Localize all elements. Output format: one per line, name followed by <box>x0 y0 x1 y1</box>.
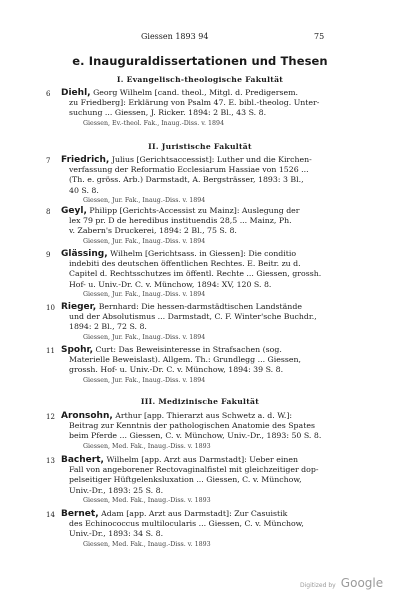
entry-line: Fall von angeborener Rectovaginalfistel mit gleichzeitiger dop- <box>69 465 319 475</box>
entry-line: Adam [app. Arzt aus Darmstadt]: Zur Casuistik <box>101 509 288 518</box>
entry-author: Aronsohn, <box>61 411 113 421</box>
entry-line: indebiti des deutschen öffentlichen Rechtes. E. Beitr. zu d. <box>69 259 301 269</box>
entry-line: beim Pferde ... Giessen, C. v. Münchow, Univ.-Dr., 1893: 50 S. 8. <box>69 431 322 441</box>
entry-line: zu Friedberg]: Erklärung von Psalm 47. E. bibl.-theolog. Unter- <box>69 98 320 108</box>
entry-line: Philipp [Gerichts-Accessist zu Mainz]: Auslegung der <box>89 206 300 215</box>
entry-line: Materielle Beweislast). Allgem. Th.: Grundlegg ... Giessen, <box>69 355 301 365</box>
entry-author: Friedrich, <box>61 155 110 165</box>
page-number: 75 <box>314 32 325 41</box>
entry-line: pelseitiger Hüftgelenksluxation ... Giessen, C. v. Münchow, <box>69 475 302 485</box>
entry-line: Capitel d. Rechtsschutzes im öffentl. Rechte ... Giessen, grossh. <box>69 269 322 279</box>
entry-note: Giessen, Jur. Fak., Inaug.-Diss. v. 1894 <box>83 196 206 204</box>
entry-line: verfassung der Reformatio Ecclesiarum Hassiae von 1526 ... <box>69 165 309 175</box>
entry-number: 12 <box>46 413 55 421</box>
entry-number: 13 <box>46 457 55 465</box>
entry-line: Hof- u. Univ.-Dr. C. v. Münchow, 1894: XV, 120 S. 8. <box>69 279 272 289</box>
entry-line: Wilhelm [app. Arzt aus Darmstadt]: Ueber einen <box>106 455 298 464</box>
entry-line: Univ.-Dr., 1893: 25 S. 8. <box>69 485 164 495</box>
entry-author: Glässing, <box>61 249 108 259</box>
entry-line: suchung ... Giessen, J. Ricker. 1894: 2 Bl., 43 S. 8. <box>69 108 267 118</box>
entry-line: Bernhard: Die hessen-darmstädtischen Landstände <box>98 302 302 311</box>
entry-note: Giessen, Med. Fak., Inaug.-Diss. v. 1893 <box>83 540 211 548</box>
entry-author: Spohr, <box>61 345 94 355</box>
entry-number: 9 <box>46 251 51 259</box>
page-title: e. Inauguraldissertationen und Thesen <box>72 54 328 68</box>
entry-line: Arthur [app. Thierarzt aus Schwetz a. d. W.]: <box>115 411 293 420</box>
running-header-title: Giessen 1893 94 <box>141 32 209 41</box>
entry-author: Bernet, <box>61 509 99 519</box>
entry-author: Bachert, <box>61 455 104 465</box>
running-header <box>0 32 400 46</box>
entry-line: lex 79 pr. D de heredibus instituendis 28,5 ... Mainz, Ph. <box>69 216 292 226</box>
entry-line: v. Zabern's Druckerei, 1894: 2 Bl., 75 S. 8. <box>69 226 237 236</box>
watermark-brand: Google <box>340 576 384 590</box>
entry-line: des Echinococcus multilocularis ... Giessen, C. v. Münchow, <box>69 519 304 529</box>
watermark-prefix: Digitized by <box>300 582 336 589</box>
section-heading-medicine: III. Medizinische Fakultät <box>140 397 260 406</box>
entry-line: Univ.-Dr., 1893: 34 S. 8. <box>69 529 164 539</box>
entry-line: 1894: 2 Bl., 72 S. 8. <box>69 322 147 332</box>
google-watermark <box>300 572 383 591</box>
entry-line: (Th. e. gröss. Arb.) Darmstadt, A. Bergsträsser, 1893: 3 Bl., <box>69 175 304 185</box>
entry-number: 6 <box>46 90 51 98</box>
entry-note: Giessen, Jur. Fak., Inaug.-Diss. v. 1894 <box>83 333 206 341</box>
entry-author: Geyl, <box>61 206 87 216</box>
entry-line: grossh. Hof- u. Univ.-Dr. C. v. Münchow, 1894: 39 S. 8. <box>69 365 284 375</box>
entry-line: Julius [Gerichtsaccessist]: Luther und die Kirchen- <box>111 155 312 164</box>
entry-line: Curt: Das Beweisinteresse in Strafsachen (sog. <box>95 345 282 354</box>
entry-line: Wilhelm [Gerichtsass. in Giessen]: Die conditio <box>110 249 297 258</box>
entry-number: 14 <box>46 511 55 519</box>
entry-note: Giessen, Jur. Fak., Inaug.-Diss. v. 1894 <box>83 376 206 384</box>
section-heading-theology: I. Evangelisch-theologische Fakultät <box>116 75 284 84</box>
entry-note: Giessen, Ev.-theol. Fak., Inaug.-Diss. v. 1894 <box>83 119 225 127</box>
entry-number: 10 <box>46 304 55 312</box>
entry-author: Rieger, <box>61 302 97 312</box>
entry-note: Giessen, Jur. Fak., Inaug.-Diss. v. 1894 <box>83 290 206 298</box>
entry-number: 7 <box>46 157 51 165</box>
entry-note: Giessen, Med. Fak., Inaug.-Diss. v. 1893 <box>83 496 211 504</box>
entry-note: Giessen, Jur. Fak., Inaug.-Diss. v. 1894 <box>83 237 206 245</box>
entry-line: Georg Wilhelm [cand. theol., Mitgl. d. Predigersem. <box>93 88 298 97</box>
entry-line: und der Absolutismus ... Darmstadt, C. F. Winter'sche Buchdr., <box>69 312 317 322</box>
entry-note: Giessen, Med. Fak., Inaug.-Diss. v. 1893 <box>83 442 211 450</box>
entry-number: 8 <box>46 208 51 216</box>
entry-author: Diehl, <box>61 88 91 98</box>
entry-number: 11 <box>46 347 55 355</box>
entry-line: 40 S. 8. <box>69 185 99 195</box>
entry-line: Beitrag zur Kenntnis der pathologischen Anatomie des Spates <box>69 421 315 431</box>
section-heading-law: II. Juristische Fakultät <box>148 142 252 151</box>
